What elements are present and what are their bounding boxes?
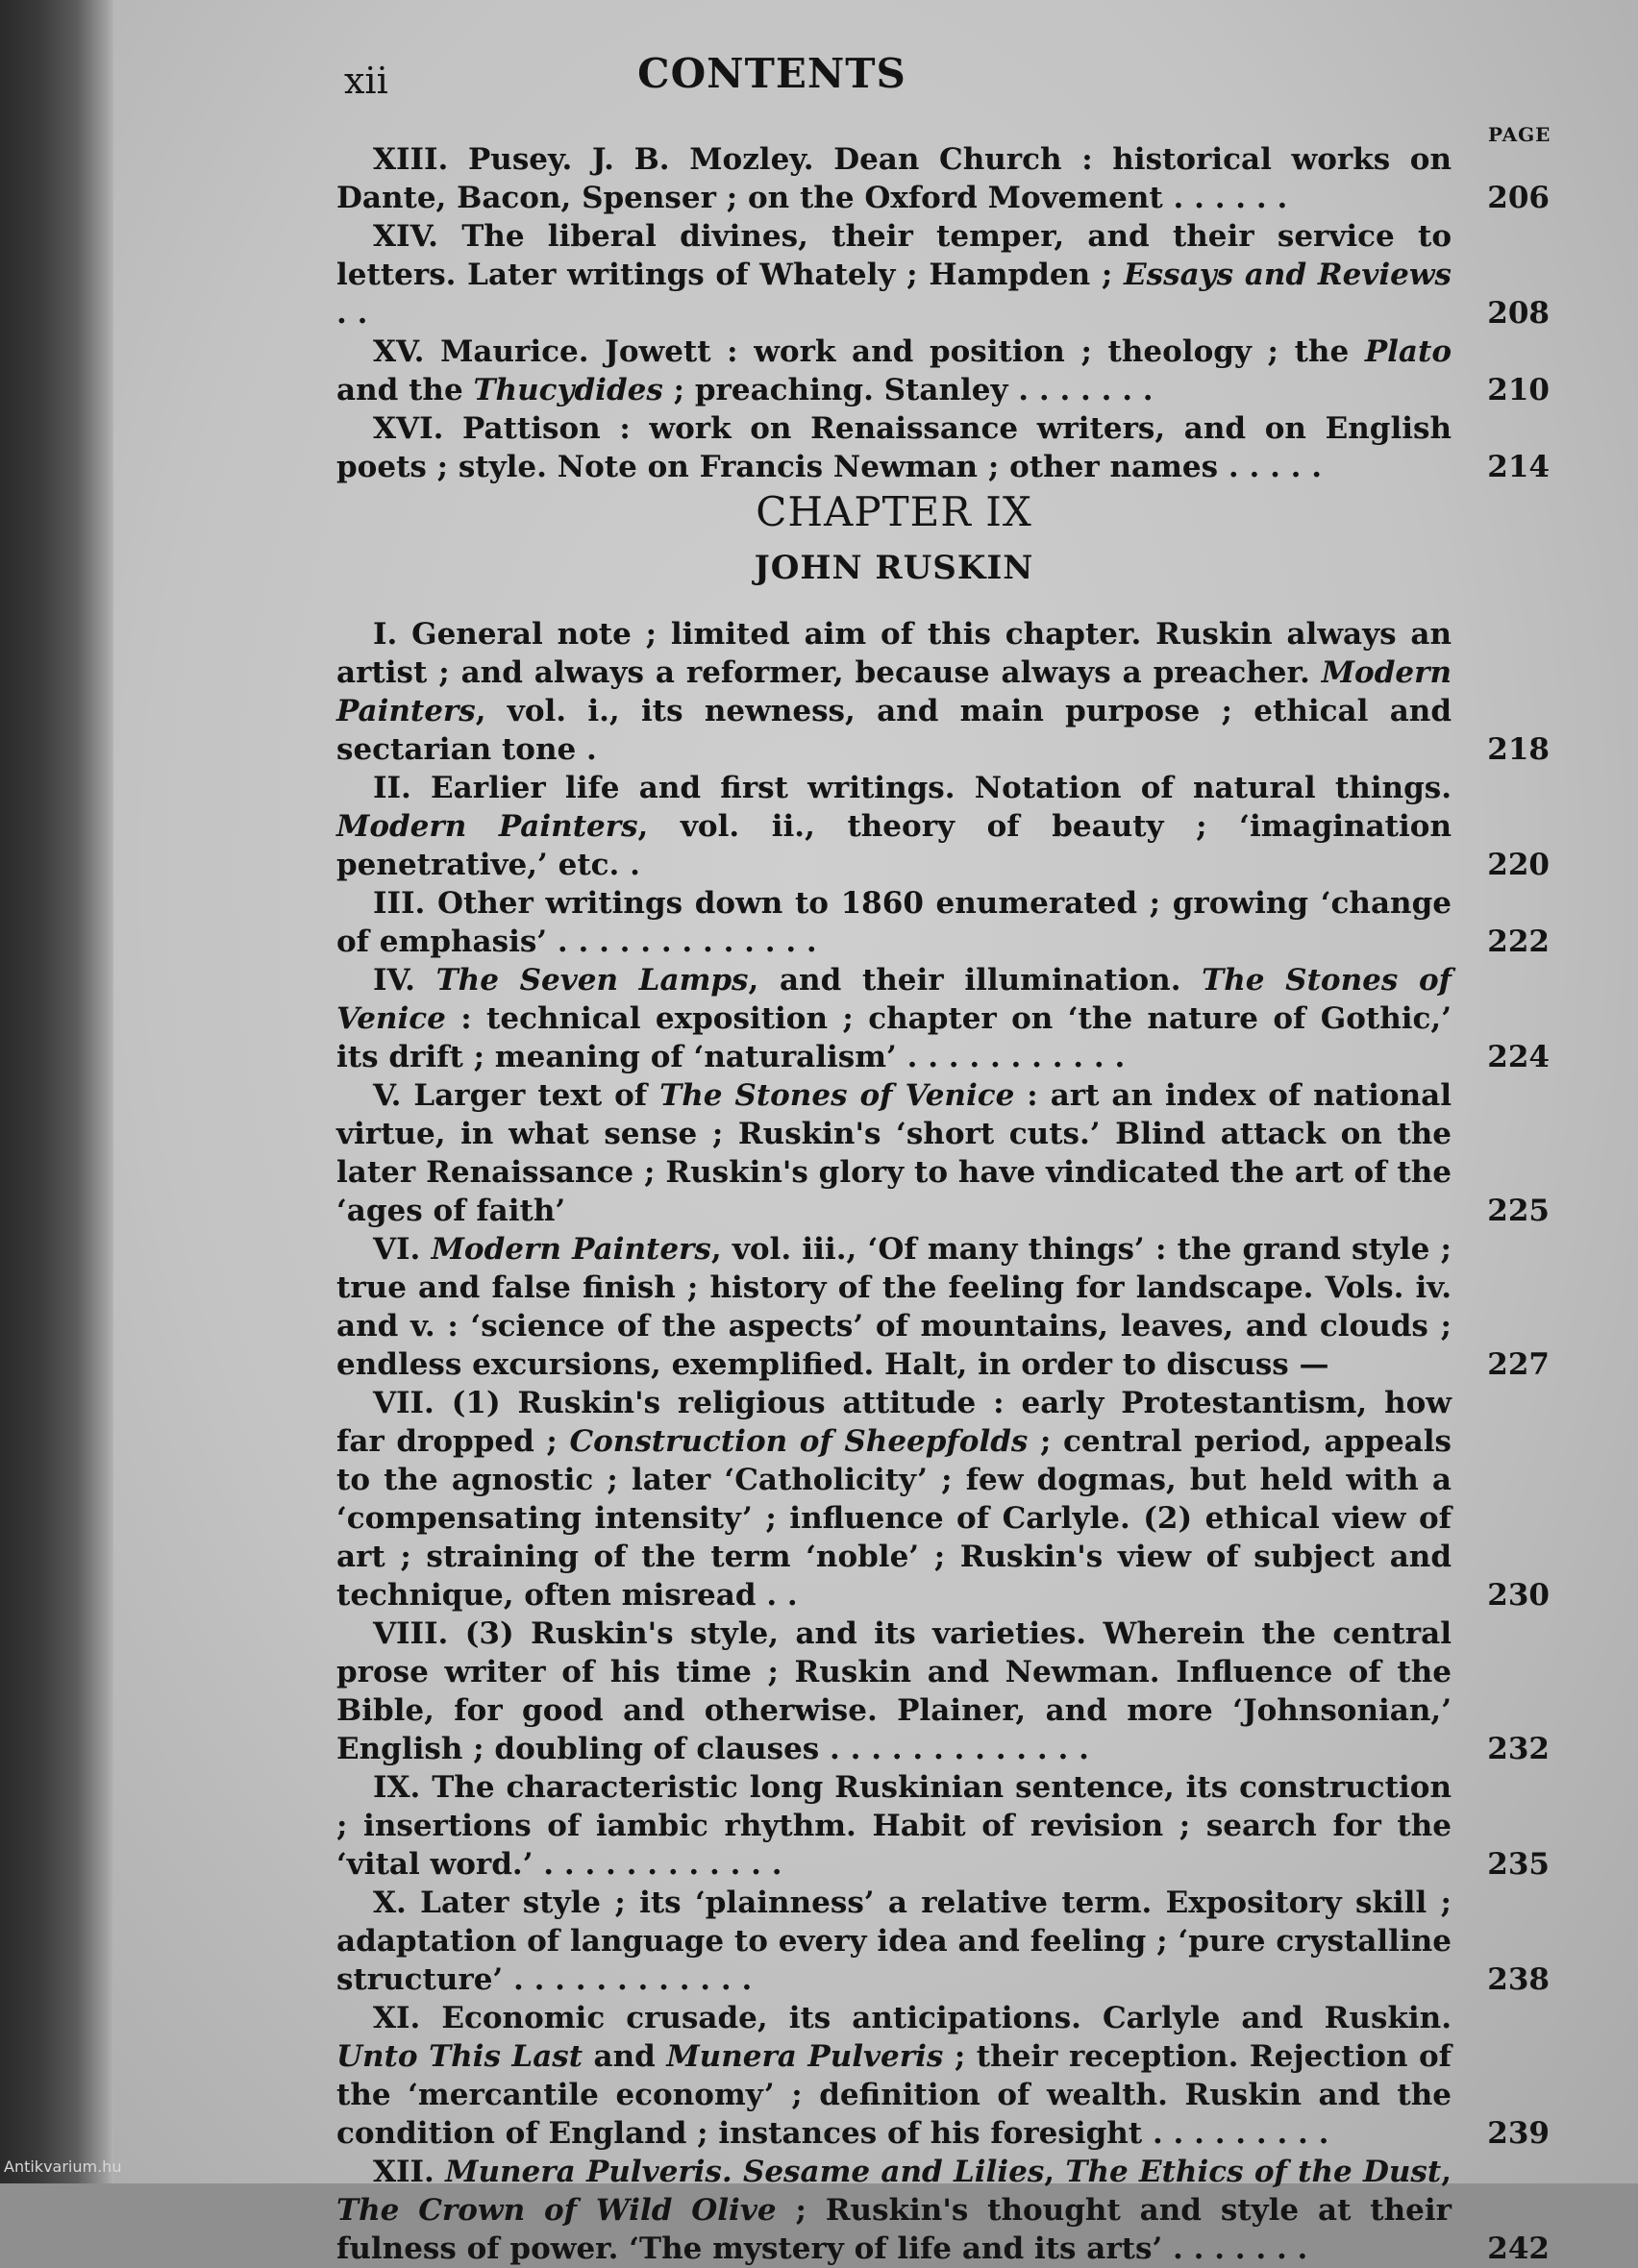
running-head (229, 50, 1555, 108)
toc-entry-text: II. Earlier life and first writings. Notation of natural things. Modern Painters, vol. ii., theory of beauty ; ‘imagination penetrative,’ etc. . (336, 771, 1452, 882)
toc-entry (336, 1230, 1550, 1384)
toc-entry-page-number: 239 (1487, 2116, 1550, 2151)
toc-entry (336, 884, 1550, 961)
toc-entry (336, 1384, 1550, 1615)
toc-entry-page-number: 222 (1487, 924, 1550, 959)
toc-entry (336, 2153, 1550, 2268)
toc-entry (336, 140, 1550, 217)
toc-entry-text: III. Other writings down to 1860 enumerated ; growing ‘change of emphasis’ . . . . . . . . . . . . . (336, 886, 1452, 959)
toc-entry-text: XVI. Pattison : work on Renaissance writers, and on English poets ; style. Note on Francis Newman ; other names . . . . . (336, 411, 1452, 484)
toc-entry-page-number: 224 (1487, 1040, 1550, 1074)
toc-entry-page-number: 230 (1487, 1578, 1550, 1613)
toc-entry-text: X. Later style ; its ‘plainness’ a relative term. Expository skill ; adaptation of language to every idea and feeling ; ‘pure crystalline structure’ . . . . . . . . . . . . (336, 1886, 1452, 1997)
toc-entry-text: VII. (1) Ruskin's religious attitude : early Protestantism, how far dropped ; Construction of Sheepfolds ; central period, appeals to the agnostic ; later ‘Catholicity’ ; few dogmas, but held with a ‘compensating intensity’ ; influence of Carlyle. (2) ethical view of art ; straining of the term ‘noble’ ; Ruskin's view of subject and technique, often misread . . (336, 1386, 1452, 1613)
toc-entry (336, 961, 1550, 1076)
toc-entry (336, 409, 1550, 486)
running-head-title: CONTENTS (637, 50, 906, 97)
toc-entry-text: XIII. Pusey. J. B. Mozley. Dean Church : historical works on Dante, Bacon, Spenser ; on the Oxford Movement . . . . . . (336, 142, 1452, 215)
toc-entry-text: IX. The characteristic long Ruskinian sentence, its construction ; insertions of iambic rhythm. Habit of revision ; search for the ‘vital word.’ . . . . . . . . . . . . (336, 1770, 1452, 1882)
book-binding-gutter (0, 0, 113, 2183)
toc-entry-page-number: 235 (1487, 1847, 1550, 1882)
toc-entry-page-number: 210 (1487, 373, 1550, 407)
toc-entry-page-number: 206 (1487, 181, 1550, 215)
toc-entry-page-number: 232 (1487, 1732, 1550, 1766)
toc-entry-page-number: 225 (1487, 1194, 1550, 1228)
page-folio: xii (344, 60, 388, 102)
toc-entry (336, 217, 1550, 333)
toc-entry (336, 1615, 1550, 1768)
chapter-heading (336, 488, 1452, 587)
toc-entry-text: VIII. (3) Ruskin's style, and its varieties. Wherein the central prose writer of his time ; Ruskin and Newman. Influence of the Bible, for good and otherwise. Plainer, and more ‘Johnsonian,’ English ; doubling of clauses . . . . . . . . . . . . . (336, 1616, 1452, 1766)
toc-entry (336, 333, 1550, 409)
toc-entry (336, 1768, 1550, 1884)
toc-entry-text: XI. Economic crusade, its anticipations. Carlyle and Ruskin. Unto This Last and Munera Pulveris ; their reception. Rejection of the ‘mercantile economy’ ; definition of wealth. Ruskin and the condition of England ; instances of his foresight . . . . . . . . . (336, 2001, 1452, 2151)
toc-entry-page-number: 242 (1487, 2231, 1550, 2266)
toc-entry-text: I. General note ; limited aim of this chapter. Ruskin always an artist ; and always a reformer, because always a preacher. Modern Painters, vol. i., its newness, and main purpose ; ethical and sectarian tone . (336, 617, 1452, 767)
toc-entries-chapter-ix (336, 615, 1550, 2268)
toc-entry-text: XII. Munera Pulveris. Sesame and Lilies, The Ethics of the Dust, The Crown of Wild Olive ; Ruskin's thought and style at their fulness of power. ‘The mystery of life and its arts’ . . . . . . . (336, 2155, 1452, 2266)
toc-entry (336, 1884, 1550, 1999)
toc-entry-page-number: 218 (1487, 732, 1550, 767)
toc-entry (336, 1076, 1550, 1230)
chapter-title: JOHN RUSKIN (754, 549, 1034, 587)
watermark: Antikvarium.hu (4, 2157, 122, 2176)
toc-entry-page-number: 238 (1487, 1962, 1550, 1997)
toc-entry (336, 615, 1550, 769)
toc-entry-text: IV. The Seven Lamps, and their illumination. The Stones of Venice : technical exposition ; chapter on ‘the nature of Gothic,’ its drift ; meaning of ‘naturalism’ . . . . . . . . . . . (336, 963, 1452, 1074)
page-column-label: PAGE (1488, 123, 1551, 146)
toc-entry-text: XV. Maurice. Jowett : work and position ; theology ; the Plato and the Thucydides ; preaching. Stanley . . . . . . . (336, 334, 1452, 407)
toc-entry-page-number: 208 (1487, 296, 1550, 331)
toc-entries-previous-chapter (336, 140, 1550, 486)
toc-entry-text: VI. Modern Painters, vol. iii., ‘Of many things’ : the grand style ; true and false finish ; history of the feeling for landscape. Vols. iv. and v. : ‘science of the aspects’ of mountains, leaves, and clouds ; endless excursions, exemplified. Halt, in order to discuss — (336, 1232, 1452, 1382)
toc-entry-page-number: 220 (1487, 848, 1550, 882)
toc-entry (336, 769, 1550, 884)
toc-entry-text: V. Larger text of The Stones of Venice : art an index of national virtue, in what sense ; Ruskin's ‘short cuts.’ Blind attack on the later Renaissance ; Ruskin's glory to have vindicated the art of the ‘ages of faith’ (336, 1078, 1452, 1228)
toc-entry (336, 1999, 1550, 2153)
toc-entry-page-number: 227 (1487, 1347, 1550, 1382)
toc-entry-text: XIV. The liberal divines, their temper, and their service to letters. Later writings of Whately ; Hampden ; Essays and Reviews . . (336, 219, 1452, 331)
toc-entry-page-number: 214 (1487, 450, 1550, 484)
chapter-number: CHAPTER IX (756, 488, 1032, 535)
